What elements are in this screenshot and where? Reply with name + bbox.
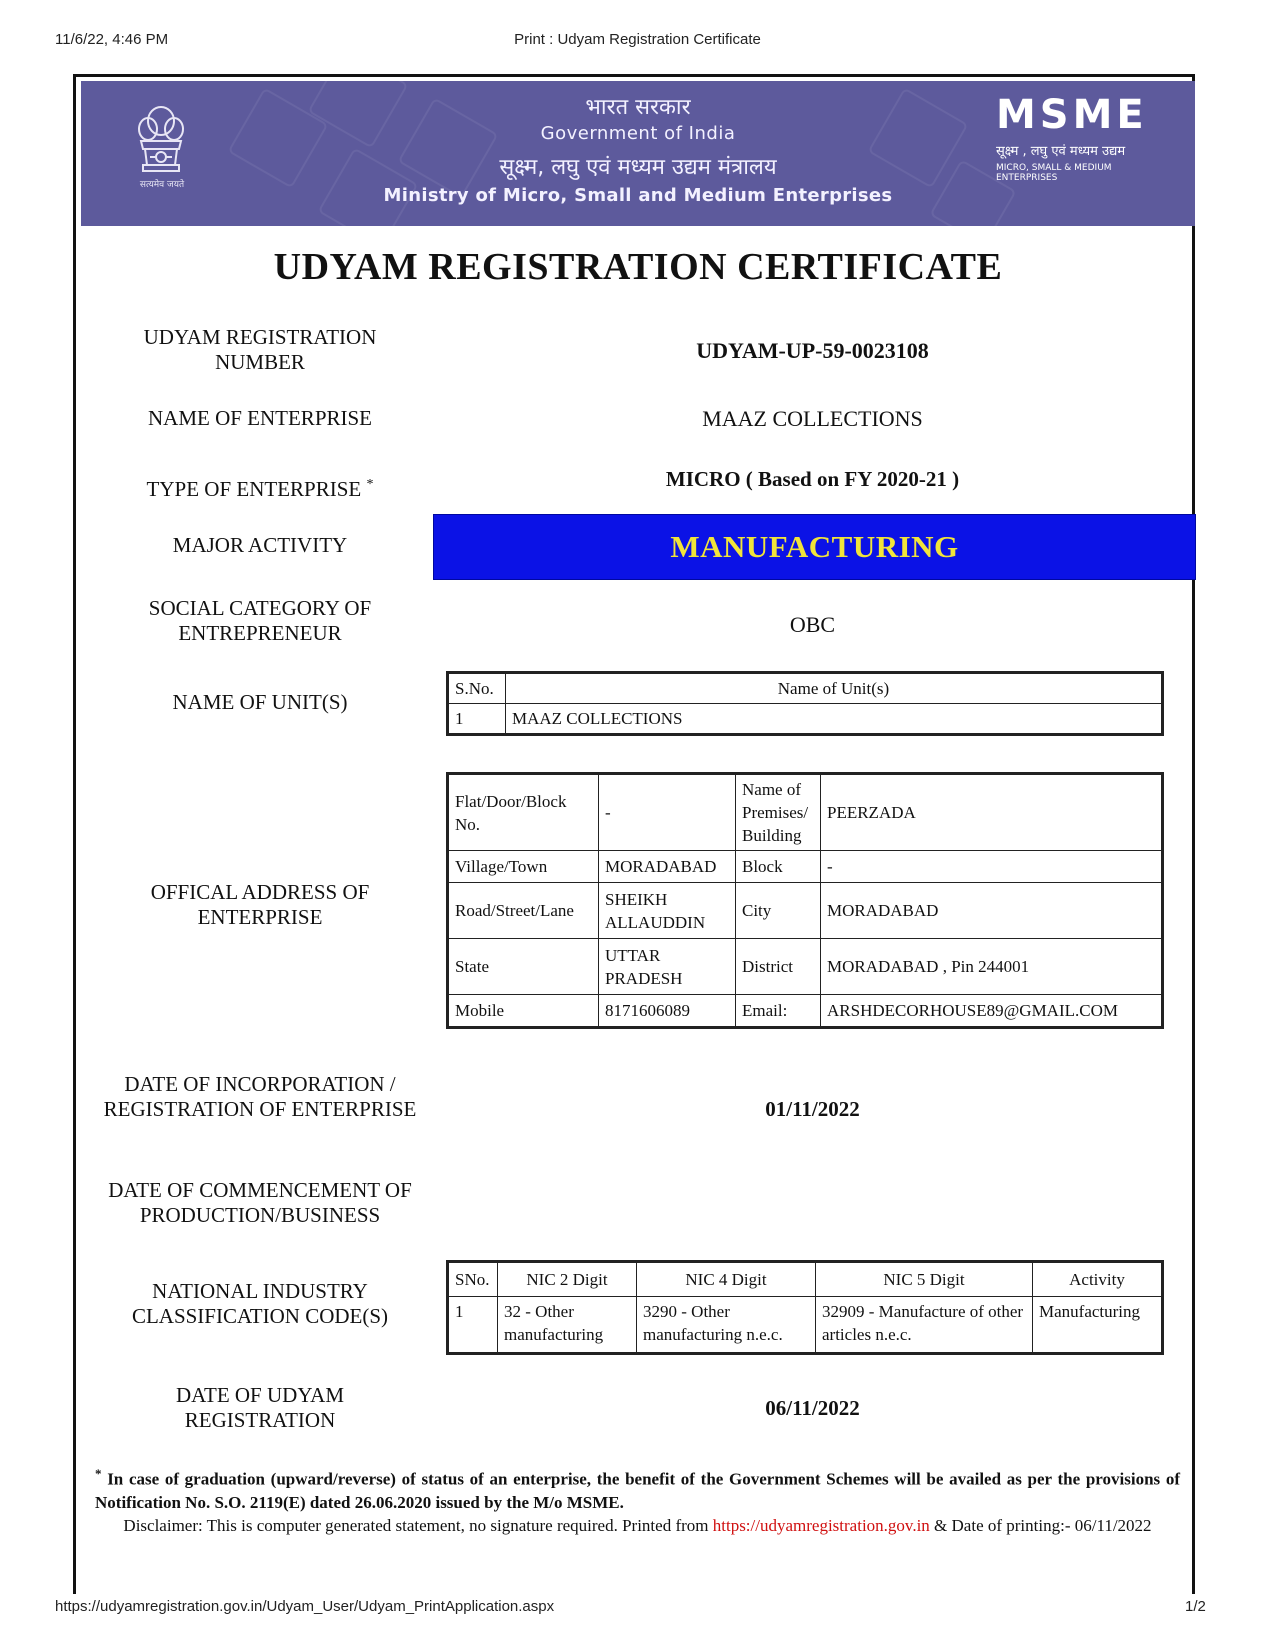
type-label-text: TYPE OF ENTERPRISE: [146, 477, 362, 501]
table-header: Name of Unit(s): [506, 674, 1162, 704]
nic-label: NATIONAL INDUSTRY CLASSIFICATION CODE(S): [131, 1279, 389, 1328]
table-cell: Block: [736, 851, 821, 883]
reg-number-label: UDYAM REGISTRATION NUMBER: [143, 325, 377, 374]
table-row: [449, 1297, 1162, 1353]
print-url: https://udyamregistration.gov.in/Udyam_User/Udyam_PrintApplication.aspx: [55, 1598, 555, 1615]
graduation-footnote: [95, 1462, 1180, 1514]
table-cell: MORADABAD: [599, 851, 736, 883]
table-cell: Email:: [736, 995, 821, 1027]
table-cell: Road/Street/Lane: [449, 883, 599, 939]
table-cell: MORADABAD: [821, 883, 1162, 939]
table-row: [449, 1263, 1162, 1297]
table-cell: SHEIKH ALLAUDDIN: [599, 883, 736, 939]
udyam-date: 06/11/2022: [765, 1396, 860, 1420]
hindi-ministry-text: सूक्ष्म, लघु एवं मध्यम उद्यम मंत्रालय: [499, 155, 777, 180]
table-cell: City: [736, 883, 821, 939]
table-row: [449, 775, 1162, 851]
table-row: [449, 939, 1162, 995]
disclaimer-suffix: & Date of printing:- 06/11/2022: [929, 1516, 1152, 1535]
table-header: SNo.: [449, 1263, 498, 1297]
footnote-text: In case of graduation (upward/reverse) of status of an enterprise, the benefit of the Government Schemes will be availed as per the provisions of Notification No. S.O. 2119(E) dated 26.06.2020 issued by the M/o MSME.: [95, 1469, 1180, 1512]
social-category-label: SOCIAL CATEGORY OF ENTREPRENEUR: [148, 596, 372, 645]
table-header: NIC 5 Digit: [816, 1263, 1033, 1297]
type-asterisk: *: [366, 477, 374, 492]
nic-table: [448, 1262, 1162, 1353]
footnote-asterisk: *: [95, 1466, 102, 1481]
address-table: [448, 774, 1162, 1027]
table-cell: Name of Premises/ Building: [736, 775, 821, 851]
msme-logo: [996, 92, 1166, 185]
msme-logo-word: MSME: [996, 92, 1148, 138]
government-banner: [81, 81, 1195, 226]
table-cell: 32909 - Manufacture of other articles n.e.c.: [816, 1297, 1033, 1353]
type-value: MICRO ( Based on FY 2020-21 ): [665, 467, 960, 491]
table-cell: 32 - Other manufacturing: [498, 1297, 637, 1353]
table-cell: PEERZADA: [821, 775, 1162, 851]
disclaimer: [95, 1514, 1180, 1538]
table-row: [449, 674, 1162, 704]
table-cell: MORADABAD , Pin 244001: [821, 939, 1162, 995]
units-label: NAME OF UNIT(S): [172, 690, 348, 714]
major-activity-label: MAJOR ACTIVITY: [172, 533, 348, 557]
social-category-value: OBC: [789, 612, 836, 637]
table-header: S.No.: [449, 674, 506, 704]
major-activity-value: MANUFACTURING: [670, 529, 959, 564]
table-cell: District: [736, 939, 821, 995]
disclaimer-prefix: Disclaimer: This is computer generated statement, no signature required. Printed from: [123, 1516, 713, 1535]
udyam-portal-link[interactable]: https://udyamregistration.gov.in: [712, 1516, 930, 1535]
table-row: [449, 995, 1162, 1027]
emblem-caption: सत्यमेव जयते: [139, 180, 185, 190]
table-cell: MAAZ COLLECTIONS: [506, 704, 1162, 734]
table-cell: ARSHDECORHOUSE89@GMAIL.COM: [821, 995, 1162, 1027]
print-page-title: Print : Udyam Registration Certificate: [514, 31, 761, 48]
table-cell: 3290 - Other manufacturing n.e.c.: [637, 1297, 816, 1353]
table-row: [449, 883, 1162, 939]
print-datetime: 11/6/22, 4:46 PM: [55, 31, 169, 48]
table-header: NIC 2 Digit: [498, 1263, 637, 1297]
units-table: [448, 673, 1162, 734]
address-label: OFFICAL ADDRESS OF ENTERPRISE: [150, 880, 370, 929]
table-cell: UTTAR PRADESH: [599, 939, 736, 995]
msme-logo-hindi: सूक्ष्म , लघु एवं मध्यम उद्यम: [996, 144, 1126, 159]
table-header: Activity: [1033, 1263, 1162, 1297]
table-cell: -: [599, 775, 736, 851]
table-cell: State: [449, 939, 599, 995]
reg-number-value: UDYAM-UP-59-0023108: [696, 338, 929, 363]
table-cell: Flat/Door/Block No.: [449, 775, 599, 851]
major-activity-box: [433, 514, 1196, 580]
hindi-government-text: भारत सरकार: [585, 95, 691, 120]
incorporation-date: 01/11/2022: [765, 1097, 860, 1121]
table-cell: 1: [449, 1297, 498, 1353]
ministry-text: Ministry of Micro, Small and Medium Enterprises: [383, 185, 893, 206]
table-cell: Village/Town: [449, 851, 599, 883]
table-cell: -: [821, 851, 1162, 883]
government-of-india-text: Government of India: [540, 123, 736, 144]
table-cell: 8171606089: [599, 995, 736, 1027]
incorporation-label: DATE OF INCORPORATION / REGISTRATION OF ENTERPRISE: [103, 1072, 417, 1121]
table-cell: Manufacturing: [1033, 1297, 1162, 1353]
table-header: NIC 4 Digit: [637, 1263, 816, 1297]
enterprise-name-label: NAME OF ENTERPRISE: [147, 406, 373, 430]
certificate-title: UDYAM REGISTRATION CERTIFICATE: [273, 246, 1003, 288]
table-row: [449, 704, 1162, 734]
commencement-label: DATE OF COMMENCEMENT OF PRODUCTION/BUSINESS: [108, 1178, 412, 1227]
msme-logo-english: MICRO, SMALL & MEDIUM ENTERPRISES: [996, 163, 1112, 183]
table-cell: Mobile: [449, 995, 599, 1027]
udyam-date-label: DATE OF UDYAM REGISTRATION: [175, 1383, 344, 1432]
type-label: [100, 472, 420, 502]
enterprise-name-value: MAAZ COLLECTIONS: [702, 406, 923, 431]
print-page-number: 1/2: [1185, 1598, 1206, 1615]
table-row: [449, 851, 1162, 883]
table-cell: 1: [449, 704, 506, 734]
